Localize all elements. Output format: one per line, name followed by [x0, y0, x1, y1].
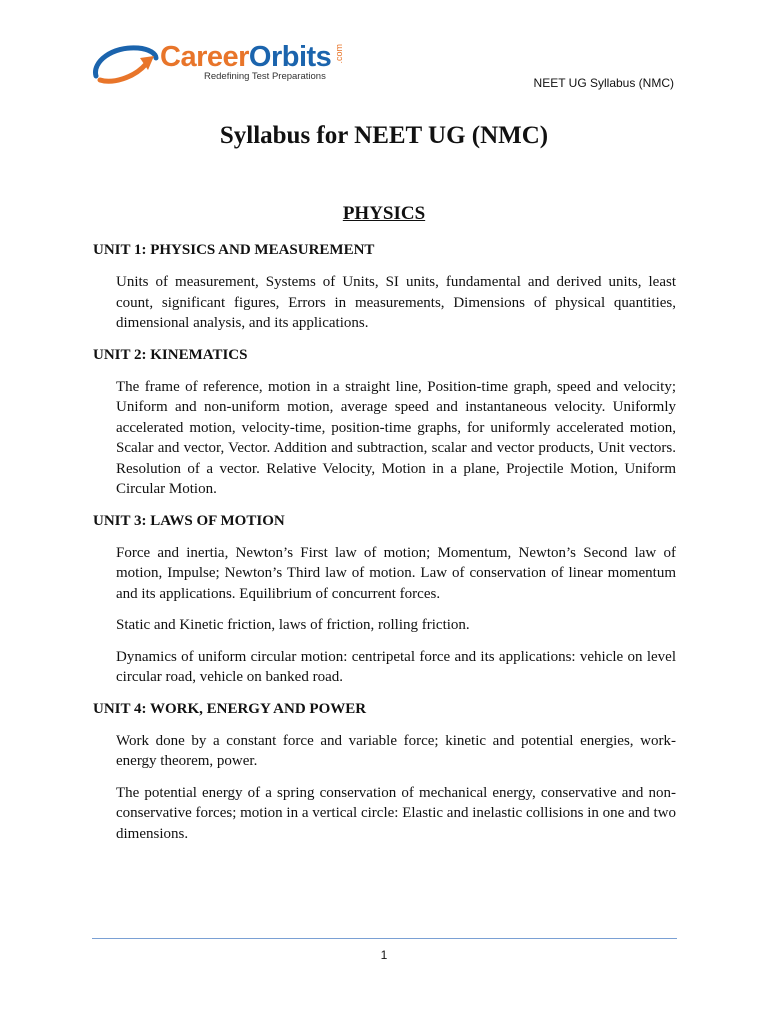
- page-number: 1: [380, 948, 388, 962]
- orbit-arrow-icon: [90, 40, 162, 88]
- unit-4: [93, 699, 676, 845]
- unit-heading: UNIT 4: WORK, ENERGY AND POWER: [93, 700, 367, 717]
- unit-paragraph: Work done by a constant force and variable force; kinetic and potential energies, work-energy theorem, power.: [116, 732, 676, 769]
- brand-suffix: .com: [334, 44, 344, 64]
- syllabus-content: [93, 240, 676, 855]
- brand-tagline: Redefining Test Preparations: [204, 71, 326, 82]
- unit-heading: UNIT 1: PHYSICS AND MEASUREMENT: [93, 242, 375, 258]
- unit-paragraph: Dynamics of uniform circular motion: centripetal force and its applications: vehicle on level circular road, vehicle on banked road.: [116, 648, 676, 685]
- unit-paragraph: The frame of reference, motion in a straight line, Position-time graph, speed and velocity; Uniform and non-uniform motion, average speed and instantaneous velocity. Uniformly accelerated motion, velocity-time, position-time graphs, for uniformly accelerated motion, Scalar and vector, Vector. Addition and subtraction, scalar and vector products, Unit vectors. Resolution of a vector. Relative Velocity, Motion in a plane, Projectile Motion, Uniform Circular Motion.: [116, 378, 676, 497]
- unit-2: [93, 345, 676, 500]
- unit-heading: UNIT 2: KINEMATICS: [93, 346, 248, 363]
- document-header-label: NEET UG Syllabus (NMC): [533, 76, 674, 90]
- brand-name: CareerOrbits: [160, 41, 332, 73]
- unit-1: [93, 240, 676, 334]
- page-title: Syllabus for NEET UG (NMC): [219, 122, 549, 149]
- unit-paragraph: The potential energy of a spring conservation of mechanical energy, conservative and non-conservative forces; motion in a vertical circle: Elastic and inelastic collisions in one and two dimensions.: [116, 784, 676, 842]
- unit-paragraph: Static and Kinetic friction, laws of friction, rolling friction.: [116, 617, 470, 633]
- subject-heading: PHYSICS: [342, 203, 426, 224]
- footer-divider: [92, 938, 677, 939]
- unit-heading: UNIT 3: LAWS OF MOTION: [93, 512, 285, 529]
- career-orbits-logo: [90, 38, 350, 90]
- unit-paragraph: Force and inertia, Newton’s First law of motion; Momentum, Newton’s Second law of motion, Impulse; Newton’s Third law of motion. Law of conservation of linear momentum and its applications. Equilibrium of concurrent forces.: [116, 544, 676, 602]
- unit-3: [93, 511, 676, 688]
- unit-paragraph: Units of measurement, Systems of Units, SI units, fundamental and derived units, least count, significant figures, Errors in measurements, Dimensions of physical quantities, dimensional analysis, and its applications.: [116, 274, 676, 331]
